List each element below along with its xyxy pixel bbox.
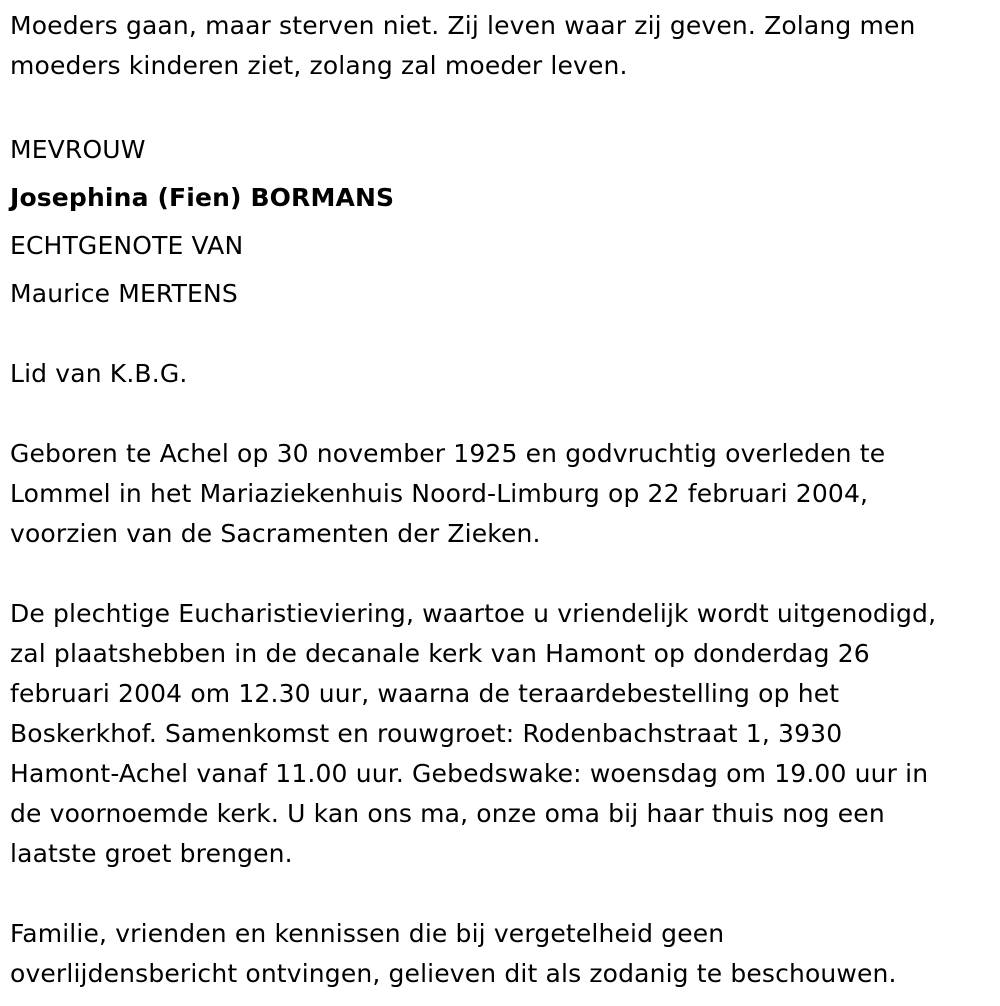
- spacer: [10, 394, 995, 434]
- ceremony-line: de voornoemde kerk. U kan ons ma, onze oma bij haar thuis nog een: [10, 799, 885, 828]
- birth-death-line: Geboren te Achel op 30 november 1925 en godvruchtig overleden te: [10, 439, 886, 468]
- spacer: [10, 874, 995, 914]
- membership-paragraph: [10, 354, 995, 394]
- spouse-name: Maurice MERTENS: [10, 279, 238, 308]
- birth-death-line: voorzien van de Sacramenten der Zieken.: [10, 519, 541, 548]
- ceremony-paragraph: [10, 594, 995, 874]
- deceased-name: Josephina (Fien) BORMANS: [10, 183, 395, 212]
- spacer: [10, 554, 995, 594]
- spacer: [10, 318, 995, 354]
- quote-line: moeders kinderen ziet, zolang zal moeder leven.: [10, 51, 628, 80]
- ceremony-line: februari 2004 om 12.30 uur, waarna de teraardebestelling op het: [10, 679, 840, 708]
- ceremony-line: De plechtige Eucharistieviering, waartoe u vriendelijk wordt uitgenodigd,: [10, 599, 937, 628]
- closing-line: overlijdensbericht ontvingen, gelieven dit als zodanig te beschouwen.: [10, 959, 897, 988]
- quote-line: Moeders gaan, maar sterven niet. Zij leven waar zij geven. Zolang men: [10, 11, 916, 40]
- ceremony-line: Hamont-Achel vanaf 11.00 uur. Gebedswake: woensdag om 19.00 uur in: [10, 759, 929, 788]
- ceremony-line: laatste groet brengen.: [10, 839, 293, 868]
- birth-death-paragraph: [10, 434, 995, 554]
- closing-line: Familie, vrienden en kennissen die bij vergetelheid geen: [10, 919, 725, 948]
- quote-paragraph: [10, 6, 995, 86]
- closing-paragraph: [10, 914, 995, 994]
- spacer: [10, 86, 995, 126]
- title-label: MEVROUW: [10, 135, 146, 164]
- ceremony-line: Boskerkhof. Samenkomst en rouwgroet: Rodenbachstraat 1, 3930: [10, 719, 843, 748]
- birth-death-line: Lommel in het Mariaziekenhuis Noord-Limburg op 22 februari 2004,: [10, 479, 869, 508]
- membership-text: Lid van K.B.G.: [10, 359, 188, 388]
- obituary-document: [10, 6, 995, 994]
- relation-label: ECHTGENOTE VAN: [10, 231, 244, 260]
- person-block: [10, 126, 995, 318]
- ceremony-line: zal plaatshebben in de decanale kerk van Hamont op donderdag 26: [10, 639, 870, 668]
